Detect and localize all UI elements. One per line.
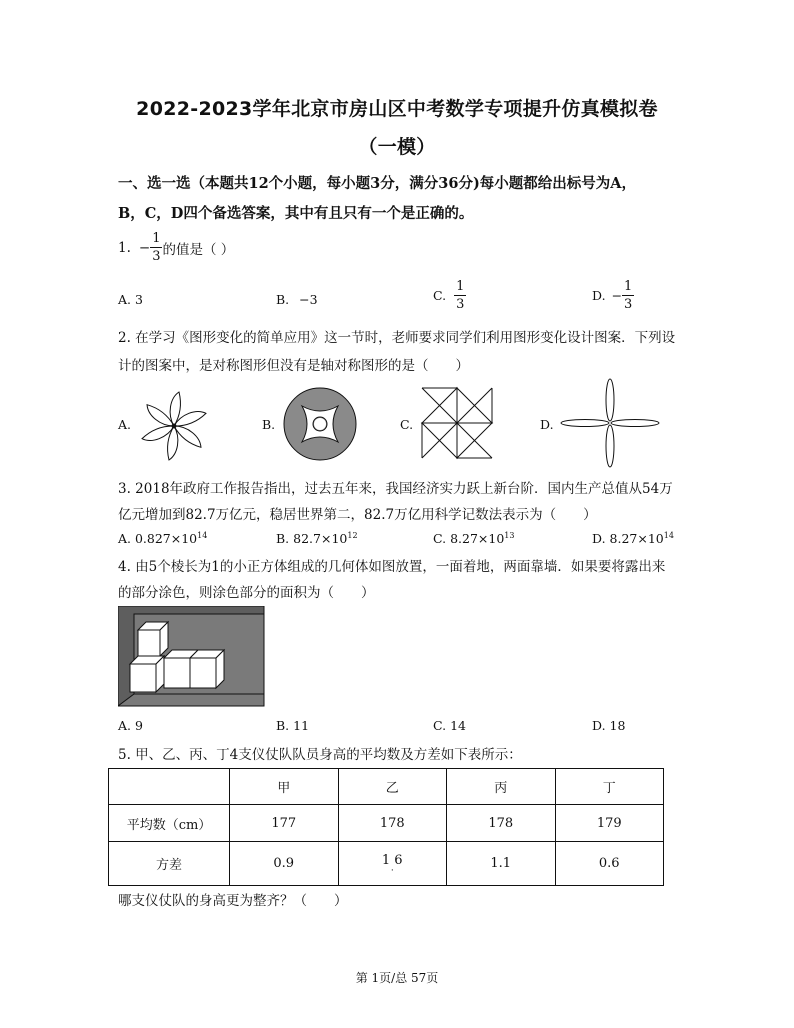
table-cell-dot: · — [390, 866, 394, 876]
q2-label-d: D. — [540, 417, 554, 432]
q1-option-d-sign: − — [611, 288, 623, 303]
table-cell: 178 — [338, 805, 447, 842]
flower-figure — [134, 386, 214, 466]
q1-option-c-fraction — [454, 280, 466, 311]
q2-label-c: C. — [400, 417, 414, 432]
q1-option-b — [276, 292, 318, 307]
q3-option-c: C. $8.27\times 10^{13}$ — [433, 531, 515, 547]
table-cell: 方差 — [109, 842, 230, 886]
q1-option-d-label: D. — [592, 288, 606, 303]
variance-table — [108, 768, 664, 886]
q2-label-b: B. — [262, 417, 276, 432]
table-cell: 0.6 — [555, 842, 664, 886]
table-cell: 179 — [555, 805, 664, 842]
table-header-cell: 乙 — [338, 769, 447, 805]
table-cell: 平均数（cm） — [109, 805, 230, 842]
page-title: 2022-2023学年北京市房山区中考数学专项提升仿真模拟卷 — [136, 98, 658, 120]
q1-tail: 的值是（ ） — [162, 241, 235, 258]
q1-denominator: 3 — [152, 249, 161, 264]
table-header-cell: 丁 — [555, 769, 664, 805]
table-row — [109, 842, 664, 886]
q4-option-a: A. 9 — [118, 718, 143, 733]
table-cell-value: 1 6 — [381, 853, 403, 868]
q1-option-c-label: C. — [433, 288, 447, 303]
q1-option-a: A. 3 — [118, 292, 143, 307]
table-header-row — [109, 769, 664, 805]
table-cell — [338, 842, 447, 886]
page-subtitle: （一模） — [358, 136, 436, 158]
table-header-cell: 甲 — [230, 769, 339, 805]
q3-line2: 亿元增加到82.7万亿元，稳居世界第二，82.7万亿用科学记数法表示为（ ） — [118, 507, 597, 523]
q1-option-d-fraction — [622, 280, 634, 311]
cubes-figure — [118, 606, 266, 708]
q1-option-d-den: 3 — [624, 297, 633, 312]
q1-option-b-label: B. — [276, 292, 290, 307]
q1-option-c-den: 3 — [456, 297, 465, 312]
disc-figure — [282, 386, 358, 462]
pinwheel-figure — [420, 386, 494, 460]
q3-option-a: A. $0.827\times 10^{14}$ — [118, 531, 208, 547]
ellipse-cross-figure — [560, 378, 660, 468]
q1-number: 1. — [118, 239, 131, 256]
q4-line2: 的部分涂色，则涂色部分的面积为（ ） — [118, 585, 375, 601]
table-cell: 177 — [230, 805, 339, 842]
q1-option-d — [592, 280, 634, 311]
question-1 — [118, 232, 234, 263]
section-heading-line2: B，C，D四个备选答案，其中有且只有一个是正确的。 — [118, 205, 474, 222]
q1-fraction — [150, 232, 162, 263]
table-header-cell: 丙 — [447, 769, 556, 805]
q1-option-c — [433, 280, 466, 311]
page-footer: 第 1页/总 57页 — [355, 971, 439, 985]
q4-option-b: B. 11 — [276, 718, 310, 733]
table-cell: 178 — [447, 805, 556, 842]
table-cell: 1.1 — [447, 842, 556, 886]
q4-line1: 4. 由5个棱长为1的小正方体组成的几何体如图放置，一面着地，两面靠墙．如果要将露出来 — [118, 559, 666, 575]
q4-option-c: C. 14 — [433, 718, 466, 733]
table-header-cell — [109, 769, 230, 805]
q3-option-b: B. $82.7\times 10^{12}$ — [276, 531, 358, 547]
q3-line1: 3. 2018年政府工作报告指出，过去五年来，我国经济实力跃上新台阶．国内生产总值从54万 — [118, 481, 673, 497]
q1-option-c-num: 1 — [456, 279, 465, 294]
q1-sign: − — [138, 239, 151, 256]
q3-option-d: D. $8.27\times 10^{14}$ — [592, 531, 674, 547]
q4-option-d: D. 18 — [592, 718, 626, 733]
q5-question: 哪支仪仗队的身高更为整齐？（ ） — [118, 893, 348, 909]
q2-label-a: A. — [118, 417, 132, 432]
table-cell: 0.9 — [230, 842, 339, 886]
table-row — [109, 805, 664, 842]
q2-line2: 计的图案中，是对称图形但没有是轴对称图形的是（ ） — [118, 358, 469, 374]
q1-option-b-value: −3 — [299, 292, 318, 307]
q1-option-d-num: 1 — [624, 279, 633, 294]
section-heading-line1: 一、选一选（本题共12个小题，每小题3分，满分36分)每小题都给出标号为A， — [118, 175, 637, 192]
q5-line1: 5. 甲、乙、丙、丁4支仪仗队队员身高的平均数及方差如下表所示： — [118, 747, 522, 763]
q2-line1: 2. 在学习《图形变化的简单应用》这一节时，老师要求同学们利用图形变化设计图案．下列设 — [118, 330, 676, 346]
q1-numerator: 1 — [152, 231, 161, 246]
